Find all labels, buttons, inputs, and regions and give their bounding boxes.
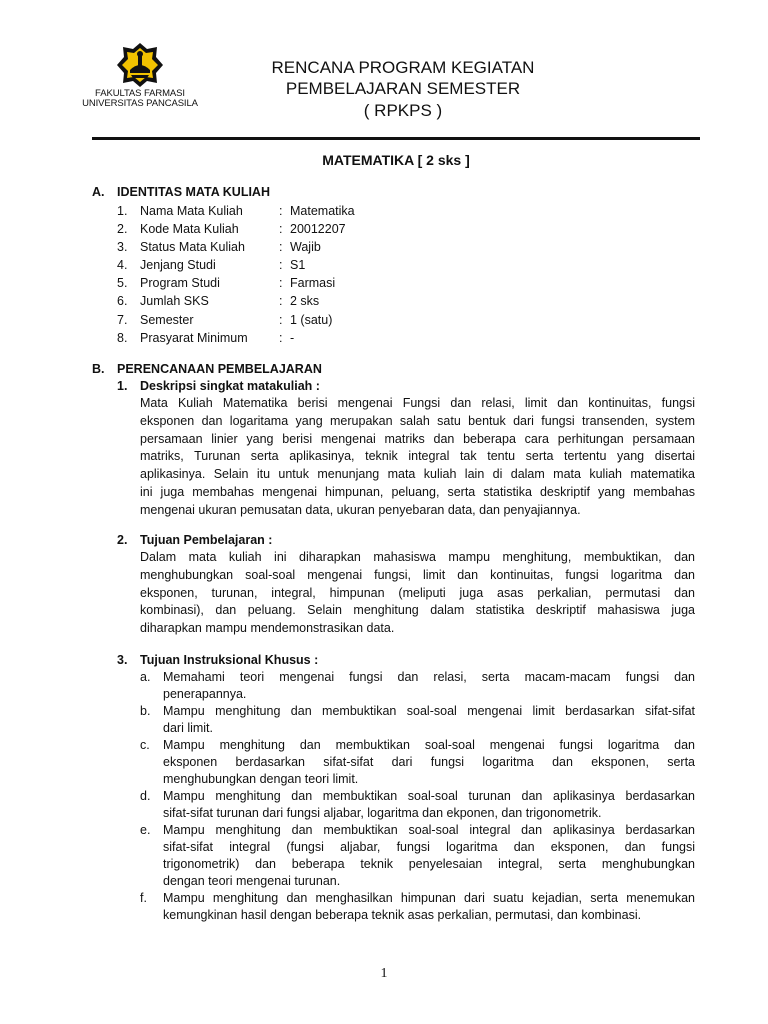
objective-letter: e.	[140, 823, 151, 837]
university-crest-icon	[116, 42, 164, 88]
objective-letter: a.	[140, 670, 151, 684]
paragraph-line: menghubungkan soal-soal mengenai fungsi, limit dan kontinuitas, fungsi logaritma dan	[140, 567, 695, 582]
objective-line: trigonometrik) dan beberapa teknik penyelesaian integral, serta menghubungkan	[163, 857, 695, 871]
identity-value: S1	[290, 258, 306, 272]
objective-line: dari limit.	[163, 721, 214, 735]
objective-item	[163, 703, 695, 737]
objective-line: Mampu menghitung dan membuktikan soal-soal mengenai limit berdasarkan sifat-sifat	[163, 704, 695, 718]
paragraph-line: kombinasi), dan peluang. Selain menghitung dalam statistika deskriptif mahasiswa juga	[140, 603, 695, 618]
course-heading: MATEMATIKA [ 2 sks ]	[322, 152, 470, 168]
identity-label: Jenjang Studi	[140, 258, 216, 272]
course-description	[140, 395, 695, 520]
subsection-title: Deskripsi singkat matakuliah :	[140, 379, 320, 393]
objective-line: Memahami teori mengenai fungsi dan relasi, serta macam-macam fungsi dan	[163, 670, 695, 684]
identity-colon: :	[279, 222, 283, 236]
subsection-num: 3.	[117, 653, 128, 667]
section-a-title: IDENTITAS MATA KULIAH	[117, 185, 270, 199]
objective-line: Mampu menghitung dan menghasilkan himpunan dari suatu kejadian, serta menemukan	[163, 891, 695, 905]
paragraph-line: Dalam mata kuliah ini diharapkan mahasiswa mampu menghitung, membuktikan, dan	[140, 550, 695, 564]
identity-label: Status Mata Kuliah	[140, 240, 245, 254]
subsection-title: Tujuan Pembelajaran :	[140, 533, 273, 547]
paragraph-line: persamaan linier yang berisi mengenai matriks dan beberapa cara perhitungan persamaan	[140, 431, 695, 446]
identity-colon: :	[279, 331, 283, 345]
identity-label: Program Studi	[140, 276, 220, 290]
objective-letter: c.	[140, 738, 150, 752]
identity-label: Semester	[140, 313, 194, 327]
identity-num: 3.	[117, 240, 128, 254]
identity-num: 6.	[117, 294, 128, 308]
objective-item	[163, 890, 695, 924]
objective-line: Mampu menghitung dan membuktikan soal-soal integral dan aplikasinya berdasarkan	[163, 823, 695, 837]
objective-letter: f.	[140, 891, 147, 905]
identity-value: Farmasi	[290, 276, 336, 290]
identity-num: 7.	[117, 313, 128, 327]
identity-value: 2 sks	[290, 294, 320, 308]
identity-colon: :	[279, 276, 283, 290]
university-name: UNIVERSITAS PANCASILA	[82, 98, 198, 109]
objective-line: dengan teori mengenai turunan.	[163, 874, 341, 888]
objective-item	[163, 788, 695, 822]
paragraph-line: matriks, Turunan serta aplikasinya, teknik integral tak tentu serta tertentu yang disertai	[140, 449, 695, 464]
objective-item	[163, 822, 695, 890]
identity-num: 8.	[117, 331, 128, 345]
identity-colon: :	[279, 204, 283, 218]
objective-letter: d.	[140, 789, 151, 803]
identity-num: 5.	[117, 276, 128, 290]
identity-value: Wajib	[290, 240, 321, 254]
paragraph-line: eksponen, turunan, integral, himpunan (meliputi juga asas perkalian, permutasi dan	[140, 585, 695, 600]
subsection-num: 1.	[117, 379, 128, 393]
identity-label: Prasyarat Minimum	[140, 331, 248, 345]
paragraph-line: diharapkan mampu mendemonstrasikan data.	[140, 621, 395, 636]
paragraph-line: eksponen dan logaritama yang merupakan salah satu bentuk dari fungsi transenden, system	[140, 413, 695, 428]
identity-label: Kode Mata Kuliah	[140, 222, 239, 236]
objective-line: penerapannya.	[163, 687, 247, 701]
page-number: 1	[380, 966, 388, 981]
identity-colon: :	[279, 313, 283, 327]
header-divider	[92, 137, 700, 140]
objective-line: kemungkinan hasil dengan beberapa teknik asas perkalian, permutasi, dan kombinasi.	[163, 908, 642, 922]
document-title-line-2: PEMBELAJARAN SEMESTER	[285, 79, 521, 98]
faculty-name: FAKULTAS FARMASI	[95, 88, 185, 99]
objective-letter: b.	[140, 704, 151, 718]
objective-line: sifat-sifat turunan dari fungsi aljabar, logaritma dan ekponen, dan trigonometrik.	[163, 806, 602, 820]
objective-line: eksponen berdasarkan sifat-sifat dari fungsi logaritma dan eksponen, serta	[163, 755, 695, 769]
identity-colon: :	[279, 240, 283, 254]
paragraph-line: mengenai ukuran pemusatan data, ukuran penyebaran data, dan penyajiannya.	[140, 502, 581, 517]
document-title-abbrev: ( RPKPS )	[363, 101, 443, 120]
paragraph-line: ini juga membahas mengenai himpunan, peluang, serta statistika deskriptif yang membahas	[140, 484, 695, 499]
identity-label: Nama Mata Kuliah	[140, 204, 243, 218]
objective-line: Mampu menghitung dan membuktikan soal-soal turunan dan aplikasinya berdasarkan	[163, 789, 695, 803]
section-b-letter: B.	[92, 362, 105, 376]
objective-item	[163, 669, 695, 703]
identity-colon: :	[279, 258, 283, 272]
identity-value: 20012207	[290, 222, 346, 236]
objective-line: menghubungkan dengan teori limit.	[163, 772, 359, 786]
paragraph-line: Mata Kuliah Matematika berisi mengenai Fungsi dan relasi, limit dan kontinuitas, fungsi	[140, 396, 695, 410]
identity-value: 1 (satu)	[290, 313, 333, 327]
subsection-num: 2.	[117, 533, 128, 547]
objective-item	[163, 737, 695, 788]
section-b-title: PERENCANAAN PEMBELAJARAN	[117, 362, 322, 376]
section-a-letter: A.	[92, 185, 105, 199]
identity-label: Jumlah SKS	[140, 294, 209, 308]
identity-num: 4.	[117, 258, 128, 272]
objective-line: Mampu menghitung dan membuktikan soal-soal mengenai fungsi logaritma dan	[163, 738, 695, 752]
identity-value: -	[290, 331, 295, 345]
objective-line: sifat-sifat integral (fungsi aljabar, fungsi logaritma dan eksponen, dan fungsi	[163, 840, 695, 854]
identity-num: 2.	[117, 222, 128, 236]
learning-objective	[140, 549, 695, 638]
identity-num: 1.	[117, 204, 128, 218]
paragraph-line: aplikasinya. Selain itu untuk menunjang mata kuliah lain di dalam mata kuliah matematika	[140, 467, 695, 482]
document-title-line-1: RENCANA PROGRAM KEGIATAN	[271, 58, 535, 77]
identity-colon: :	[279, 294, 283, 308]
identity-value: Matematika	[290, 204, 355, 218]
subsection-title: Tujuan Instruksional Khusus :	[140, 653, 319, 667]
